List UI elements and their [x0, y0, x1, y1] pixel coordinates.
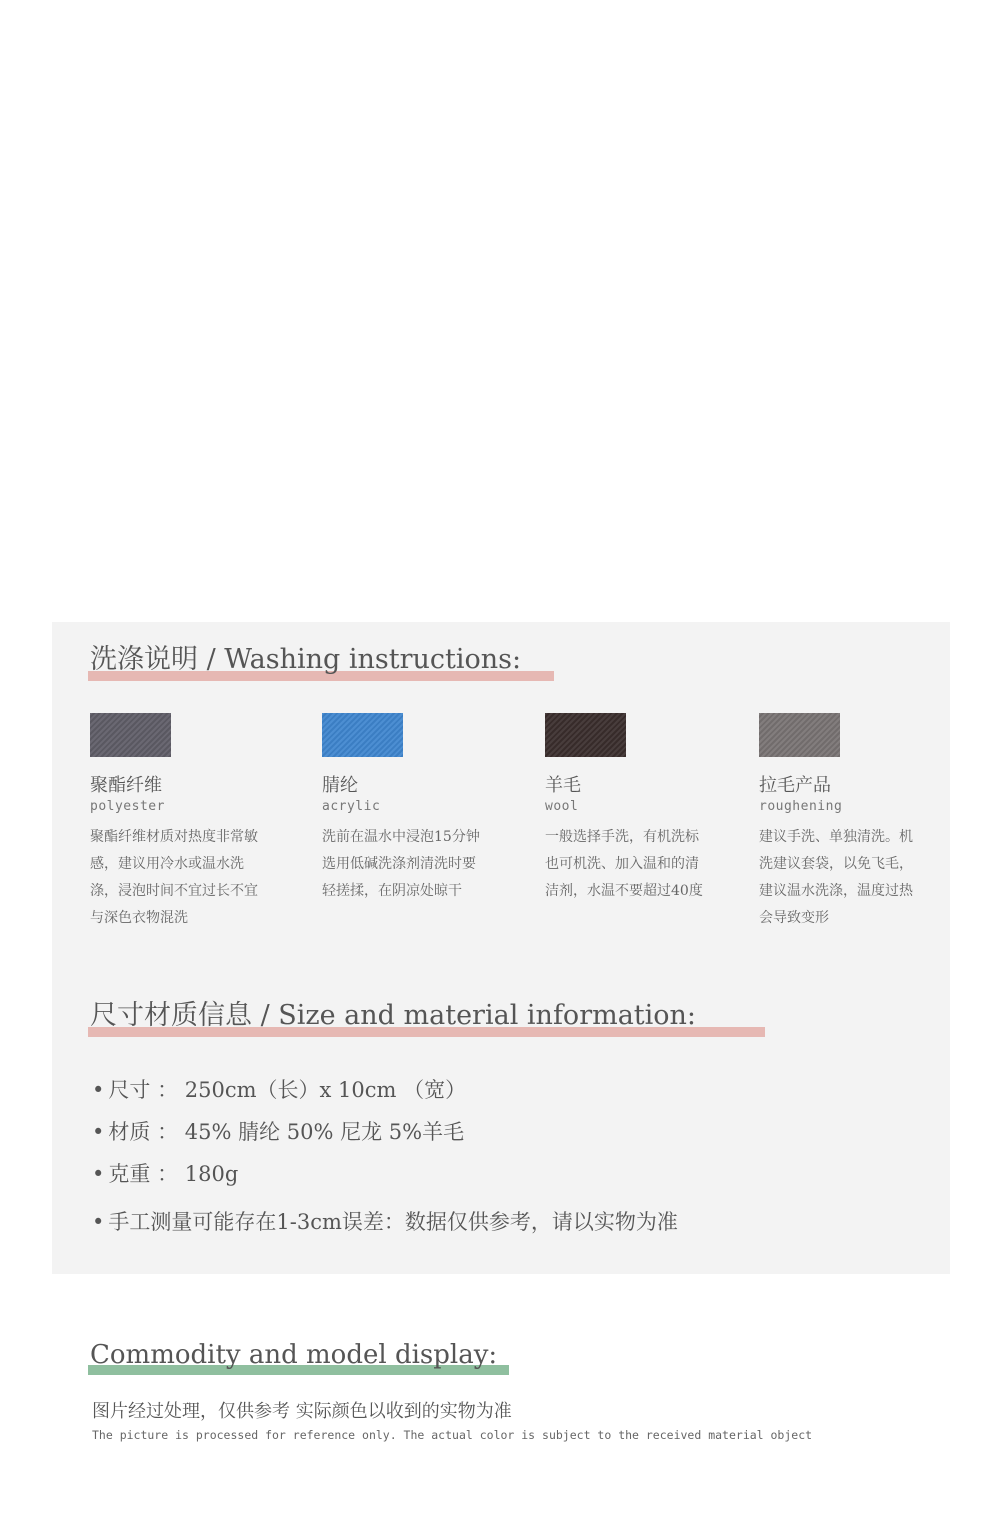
material-description: 聚酯纤维材质对热度非常敏感，建议用冷水或温水洗涤，浸泡时间不宜过长不宜与深色衣物混洗	[90, 829, 258, 926]
material-description: 一般选择手洗，有机洗标也可机洗、加入温和的清洁剂，水温不要超过40度	[545, 829, 703, 899]
display-heading: Commodity and model display:	[90, 1342, 497, 1368]
display-note-en: The picture is processed for reference only. The actual color is subject to the received material object	[92, 1428, 813, 1442]
material-name-en: polyester	[90, 799, 165, 814]
material-name-cn: 腈纶	[322, 775, 358, 796]
roughening-swatch	[759, 713, 840, 757]
material-name-en: wool	[545, 799, 579, 814]
material-name-en: roughening	[759, 799, 843, 814]
material-name-cn: 聚酯纤维	[90, 775, 162, 796]
polyester-swatch	[90, 713, 171, 757]
spec-measurement-note: • 手工测量可能存在1-3cm误差：数据仅供参考，请以实物为准	[92, 1210, 678, 1234]
wool-swatch	[545, 713, 626, 757]
washing-heading: 洗涤说明 / Washing instructions:	[90, 646, 521, 673]
spec-material: • 材质 ： 45% 腈纶 50% 尼龙 5%羊毛	[92, 1120, 465, 1144]
material-description: 建议手洗、单独清洗。机洗建议套袋，以免飞毛，建议温水洗涤，温度过热会导致变形	[759, 829, 913, 926]
acrylic-swatch	[322, 713, 403, 757]
spec-size: • 尺寸 ： 250cm（长）x 10cm （宽）	[92, 1078, 467, 1102]
spec-weight: • 克重 ： 180g	[92, 1162, 239, 1186]
info-panel	[52, 622, 950, 1274]
display-note-cn: 图片经过处理，仅供参考 实际颜色以收到的实物为准	[92, 1401, 512, 1422]
material-name-cn: 拉毛产品	[759, 775, 831, 796]
size-material-heading: 尺寸材质信息 / Size and material information:	[90, 1002, 696, 1029]
material-name-cn: 羊毛	[545, 775, 581, 796]
material-description: 洗前在温水中浸泡15分钟选用低碱洗涤剂清洗时要轻搓揉，在阴凉处晾干	[322, 829, 480, 899]
material-name-en: acrylic	[322, 799, 381, 814]
